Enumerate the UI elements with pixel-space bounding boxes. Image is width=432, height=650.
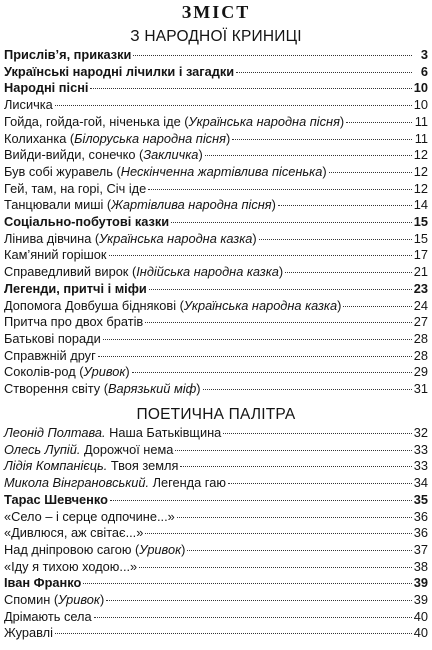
entry-title: Олесь Лупій. Дорожчої нема [4,441,174,457]
entry-title: Легенди, притчі і міфи [4,280,147,296]
dot-leader [205,155,412,156]
dot-leader [149,289,412,290]
entry-title: Соколів-род (Уривок) [4,364,130,380]
dot-leader [148,189,412,190]
dot-leader [110,500,412,501]
page-number: 23 [413,280,428,296]
entry-title: Лисичка [4,97,53,113]
dot-leader [83,583,411,584]
page-number: 37 [413,541,428,557]
toc-group-entry[interactable] [4,281,428,298]
dot-leader [55,105,412,106]
dot-leader [177,517,412,518]
page-number: 24 [413,297,428,313]
page-number: 10 [413,97,428,113]
entry-title: Микола Вінграновський. Легенда гаю [4,475,226,491]
entry-title: Був собі журавель (Нескінченна жартівлива пісенька) [4,163,327,179]
entry-title: Українські народні лічилки і загадки [4,63,235,79]
section-heading: З НАРОДНОЇ КРИНИЦІ [130,28,302,45]
page-number: 28 [413,347,428,363]
toc-entry[interactable] [4,625,428,642]
toc-group-entry[interactable] [4,214,428,231]
page-number: 27 [413,314,428,330]
dot-leader [187,550,411,551]
page-number: 31 [413,381,428,396]
dot-leader [232,139,412,140]
dot-leader [228,483,412,484]
dot-leader [98,356,412,357]
entry-title: Журавлі [4,625,53,641]
page-number: 38 [413,558,428,574]
dot-leader [90,88,411,89]
toc-entry[interactable] [4,231,428,248]
entry-title: Справжній друг [4,347,96,363]
entry-title: Батькові поради [4,330,101,346]
dot-leader [329,172,412,173]
page-number: 39 [413,592,428,607]
page-number: 40 [413,608,428,624]
toc-entry[interactable] [4,314,428,331]
entry-title: Гей, там, на горі, Січ іде [4,180,147,196]
dot-leader [145,533,411,534]
page-number: 3 [420,47,428,62]
entry-title: Соціально-побутові казки [4,214,170,229]
toc-entry[interactable] [4,264,428,281]
section-heading: ПОЕТИЧНА ПАЛІТРА [136,406,296,423]
toc-entry[interactable] [4,609,428,626]
page-number: 32 [413,425,428,440]
page-number: 36 [413,525,428,541]
toc-group-entry[interactable] [4,492,428,509]
page-number: 11 [414,130,428,146]
page-number: 10 [413,80,428,96]
toc-entry[interactable] [4,298,428,315]
toc-entry[interactable] [4,114,428,131]
toc-entry[interactable] [4,364,428,381]
page-number: 34 [413,475,428,491]
toc-entry[interactable] [4,97,428,114]
page-title: ЗМІСТ [181,2,251,22]
page-number: 29 [413,364,428,380]
toc-entry[interactable] [4,164,428,181]
toc-entry[interactable] [4,509,428,526]
toc-entry[interactable] [4,442,428,459]
dot-leader [278,205,412,206]
page-number: 15 [413,214,428,229]
entry-title: Прислів’я, приказки [4,47,132,62]
page-number: 11 [414,113,428,129]
dot-leader [203,389,412,390]
page-number: 40 [413,625,428,641]
entry-title: Леонід Полтава. Наша Батьківщина [4,425,222,440]
toc-entry[interactable] [4,425,428,442]
entry-title: Гойда, гойда-гой, ніченька іде (Українська народна пісня) [4,113,345,129]
page-number: 6 [420,63,428,79]
dot-leader [94,617,412,618]
dot-leader [145,322,412,323]
entry-title: Створення світу (Варязький міф) [4,381,201,396]
dot-leader [106,600,412,601]
page-number: 35 [413,491,428,507]
toc-group-entry[interactable] [4,575,428,592]
entry-title: Лінива дівчина (Українська народна казка) [4,230,257,246]
dot-leader [180,466,411,467]
page-number: 12 [413,180,428,196]
toc-group-entry[interactable] [4,80,428,97]
dot-leader [175,450,411,451]
dot-leader [103,339,412,340]
toc-entry[interactable] [4,348,428,365]
toc-entry[interactable] [4,181,428,198]
dot-leader [285,272,412,273]
entry-title: Дрімають села [4,608,92,624]
toc-group-entry[interactable] [4,47,428,64]
toc-entry[interactable] [4,131,428,148]
toc-entry[interactable] [4,247,428,264]
entry-title: Вийди-вийди, сонечко (Закличка) [4,147,203,163]
dot-leader [109,255,412,256]
dot-leader [223,433,411,434]
page-number: 12 [413,163,428,179]
entry-title: Танцювали миші (Жартівлива народна пісня) [4,197,276,213]
entry-title: Спомин (Уривок) [4,592,105,607]
dot-leader [236,72,412,73]
entry-title: Тарас Шевченко [4,491,108,507]
page-number: 15 [413,230,428,246]
dot-leader [133,55,412,56]
page-number: 39 [413,575,428,591]
entry-title: Лідія Компанієць. Твоя земля [4,458,179,474]
entry-title: «Іду я тихою ходою...» [4,558,138,574]
page-number: 33 [413,441,428,457]
toc-entry[interactable] [4,559,428,576]
dot-leader [343,306,411,307]
page-number: 14 [413,197,428,213]
entry-title: Народні пісні [4,80,89,96]
toc-entry[interactable] [4,542,428,559]
entry-title: Справедливий вирок (Індійська народна казка) [4,264,284,280]
page-number: 17 [413,247,428,263]
entry-title: Кам’яний горішок [4,247,107,263]
entry-title: Допомога Довбуша біднякові (Українська народна казка) [4,297,342,313]
dot-leader [171,222,412,223]
entry-title: Над дніпровою сагою (Уривок) [4,541,186,557]
dot-leader [132,372,412,373]
toc-entry[interactable] [4,381,428,398]
dot-leader [259,239,412,240]
toc-entry[interactable] [4,147,428,164]
toc-entry[interactable] [4,475,428,492]
dot-leader [139,567,412,568]
toc-entry[interactable] [4,197,428,214]
toc-entry[interactable] [4,331,428,348]
page-number: 33 [413,458,428,474]
page-number: 21 [413,264,428,280]
entry-title: «Село – і серце одпочине...» [4,508,175,524]
page-number: 28 [413,330,428,346]
toc-entry[interactable] [4,458,428,475]
entry-title: Притча про двох братів [4,314,144,330]
toc-entry[interactable] [4,525,428,542]
dot-leader [55,633,412,634]
entry-title: Іван Франко [4,575,82,591]
page-number: 36 [413,508,428,524]
page-number: 12 [413,147,428,163]
entry-title: «Дивлюся, аж світає...» [4,525,144,541]
entry-title: Колиханка (Білоруська народна пісня) [4,130,231,146]
toc-group-entry[interactable] [4,64,428,81]
dot-leader [346,122,412,123]
toc-entry[interactable] [4,592,428,609]
